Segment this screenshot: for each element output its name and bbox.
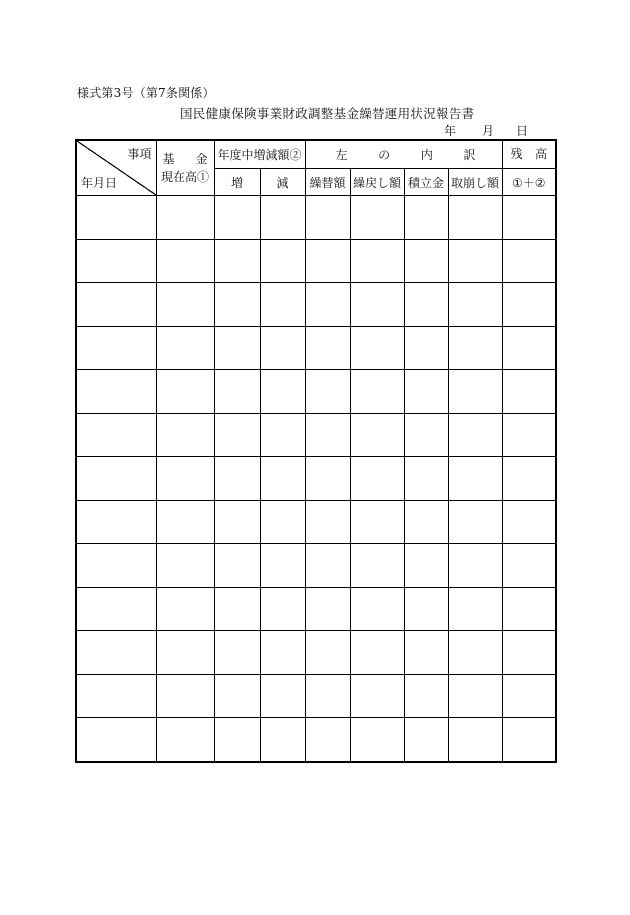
- cell-date[interactable]: [76, 239, 156, 283]
- header-breakdown-char-1: 左: [335, 148, 348, 162]
- cell-decrease[interactable]: [260, 239, 305, 283]
- cell-fund-balance[interactable]: [156, 674, 214, 718]
- cell-increase[interactable]: [214, 370, 260, 414]
- cell-withdrawal[interactable]: [448, 370, 502, 414]
- cell-date[interactable]: [76, 326, 156, 370]
- cell-reserve[interactable]: [404, 326, 448, 370]
- cell-return[interactable]: [350, 239, 404, 283]
- cell-fund-balance[interactable]: [156, 631, 214, 675]
- cell-increase[interactable]: [214, 283, 260, 327]
- cell-withdrawal[interactable]: [448, 457, 502, 501]
- cell-reserve[interactable]: [404, 239, 448, 283]
- cell-reserve[interactable]: [404, 674, 448, 718]
- header-fund-char-2: 金: [195, 152, 208, 166]
- cell-reserve[interactable]: [404, 718, 448, 762]
- header-date-label: 年月日: [81, 176, 118, 190]
- cell-balance[interactable]: [502, 283, 556, 327]
- cell-date[interactable]: [76, 674, 156, 718]
- cell-increase[interactable]: [214, 631, 260, 675]
- cell-date[interactable]: [76, 544, 156, 588]
- cell-withdrawal[interactable]: [448, 587, 502, 631]
- cell-increase[interactable]: [214, 196, 260, 240]
- date-month-label: 月: [482, 124, 495, 138]
- table-row: [76, 587, 556, 631]
- header-decrease: 減: [260, 169, 305, 196]
- cell-increase[interactable]: [214, 413, 260, 457]
- header-fund-char-1: 基: [162, 152, 175, 166]
- cell-reserve[interactable]: [404, 457, 448, 501]
- cell-increase[interactable]: [214, 239, 260, 283]
- cell-return[interactable]: [350, 500, 404, 544]
- header-increase: 増: [214, 169, 260, 196]
- cell-fund-balance[interactable]: [156, 587, 214, 631]
- cell-date[interactable]: [76, 587, 156, 631]
- cell-reserve[interactable]: [404, 283, 448, 327]
- cell-transfer[interactable]: [305, 500, 350, 544]
- cell-transfer[interactable]: [305, 718, 350, 762]
- cell-transfer[interactable]: [305, 587, 350, 631]
- header-fund-line2: 現在高①: [160, 170, 209, 184]
- cell-decrease[interactable]: [260, 370, 305, 414]
- cell-transfer[interactable]: [305, 674, 350, 718]
- cell-withdrawal[interactable]: [448, 718, 502, 762]
- cell-fund-balance[interactable]: [156, 239, 214, 283]
- table-row: [76, 457, 556, 501]
- table-row: [76, 718, 556, 762]
- cell-increase[interactable]: [214, 326, 260, 370]
- cell-date[interactable]: [76, 283, 156, 327]
- cell-reserve[interactable]: [404, 631, 448, 675]
- cell-fund-balance[interactable]: [156, 544, 214, 588]
- header-item-label: 事項: [127, 147, 152, 161]
- cell-transfer[interactable]: [305, 631, 350, 675]
- cell-balance[interactable]: [502, 239, 556, 283]
- cell-transfer[interactable]: [305, 413, 350, 457]
- cell-date[interactable]: [76, 500, 156, 544]
- table-row: [76, 370, 556, 414]
- table-row: [76, 283, 556, 327]
- cell-balance[interactable]: [502, 544, 556, 588]
- cell-balance[interactable]: [502, 457, 556, 501]
- table-row: [76, 239, 556, 283]
- cell-transfer[interactable]: [305, 326, 350, 370]
- cell-reserve[interactable]: [404, 196, 448, 240]
- cell-withdrawal[interactable]: [448, 631, 502, 675]
- cell-increase[interactable]: [214, 457, 260, 501]
- cell-increase[interactable]: [214, 718, 260, 762]
- form-number: 様式第3号（第7条関係）: [77, 86, 215, 100]
- cell-balance[interactable]: [502, 718, 556, 762]
- header-breakdown-char-2: の: [378, 148, 391, 162]
- cell-transfer[interactable]: [305, 239, 350, 283]
- cell-increase[interactable]: [214, 500, 260, 544]
- cell-transfer[interactable]: [305, 457, 350, 501]
- cell-fund-balance[interactable]: [156, 370, 214, 414]
- header-balance-formula: ①＋②: [502, 169, 556, 196]
- cell-date[interactable]: [76, 196, 156, 240]
- header-withdrawal: 取崩し額: [448, 169, 502, 196]
- cell-balance[interactable]: [502, 370, 556, 414]
- cell-return[interactable]: [350, 283, 404, 327]
- cell-withdrawal[interactable]: [448, 413, 502, 457]
- cell-fund-balance[interactable]: [156, 718, 214, 762]
- cell-reserve[interactable]: [404, 413, 448, 457]
- cell-return[interactable]: [350, 587, 404, 631]
- cell-balance[interactable]: [502, 326, 556, 370]
- header-change: 年度中増減額②: [214, 140, 305, 169]
- cell-decrease[interactable]: [260, 283, 305, 327]
- cell-balance[interactable]: [502, 196, 556, 240]
- cell-transfer[interactable]: [305, 370, 350, 414]
- cell-balance[interactable]: [502, 413, 556, 457]
- header-breakdown-char-3: 内: [420, 148, 433, 162]
- header-balance-char-1: 残: [510, 147, 523, 161]
- cell-date[interactable]: [76, 370, 156, 414]
- header-return: 繰戻し額: [350, 169, 404, 196]
- header-breakdown-char-4: 訳: [463, 148, 476, 162]
- date-day-label: 日: [516, 124, 529, 138]
- cell-withdrawal[interactable]: [448, 196, 502, 240]
- date-year-label: 年: [444, 124, 457, 138]
- cell-withdrawal[interactable]: [448, 239, 502, 283]
- table-row: [76, 413, 556, 457]
- cell-return[interactable]: [350, 326, 404, 370]
- header-reserve: 積立金: [404, 169, 448, 196]
- cell-decrease[interactable]: [260, 326, 305, 370]
- cell-increase[interactable]: [214, 587, 260, 631]
- header-breakdown: [305, 140, 502, 169]
- cell-reserve[interactable]: [404, 370, 448, 414]
- page-title: 国民健康保険事業財政調整基金繰替運用状況報告書: [180, 106, 475, 121]
- cell-return[interactable]: [350, 370, 404, 414]
- cell-balance[interactable]: [502, 631, 556, 675]
- cell-withdrawal[interactable]: [448, 283, 502, 327]
- cell-fund-balance[interactable]: [156, 413, 214, 457]
- cell-withdrawal[interactable]: [448, 544, 502, 588]
- header-balance: [502, 140, 556, 169]
- cell-transfer[interactable]: [305, 544, 350, 588]
- cell-decrease[interactable]: [260, 500, 305, 544]
- cell-decrease[interactable]: [260, 196, 305, 240]
- table-row: [76, 674, 556, 718]
- cell-decrease[interactable]: [260, 587, 305, 631]
- cell-reserve[interactable]: [404, 500, 448, 544]
- cell-withdrawal[interactable]: [448, 674, 502, 718]
- cell-date[interactable]: [76, 457, 156, 501]
- header-item-date-cell: [76, 140, 156, 196]
- cell-decrease[interactable]: [260, 457, 305, 501]
- cell-decrease[interactable]: [260, 413, 305, 457]
- cell-return[interactable]: [350, 631, 404, 675]
- cell-decrease[interactable]: [260, 544, 305, 588]
- cell-date[interactable]: [76, 631, 156, 675]
- table-row: [76, 326, 556, 370]
- cell-return[interactable]: [350, 413, 404, 457]
- cell-return[interactable]: [350, 457, 404, 501]
- cell-withdrawal[interactable]: [448, 326, 502, 370]
- table-row: [76, 196, 556, 240]
- cell-balance[interactable]: [502, 674, 556, 718]
- report-table: [75, 139, 557, 763]
- cell-reserve[interactable]: [404, 587, 448, 631]
- cell-fund-balance[interactable]: [156, 457, 214, 501]
- cell-increase[interactable]: [214, 544, 260, 588]
- cell-reserve[interactable]: [404, 544, 448, 588]
- header-fund-balance: [156, 140, 214, 196]
- cell-return[interactable]: [350, 544, 404, 588]
- cell-transfer[interactable]: [305, 283, 350, 327]
- header-balance-char-2: 高: [535, 147, 548, 161]
- cell-balance[interactable]: [502, 500, 556, 544]
- cell-transfer[interactable]: [305, 196, 350, 240]
- table-row: [76, 500, 556, 544]
- cell-return[interactable]: [350, 196, 404, 240]
- cell-decrease[interactable]: [260, 631, 305, 675]
- cell-fund-balance[interactable]: [156, 500, 214, 544]
- cell-fund-balance[interactable]: [156, 196, 214, 240]
- cell-withdrawal[interactable]: [448, 500, 502, 544]
- cell-date[interactable]: [76, 718, 156, 762]
- cell-increase[interactable]: [214, 674, 260, 718]
- cell-return[interactable]: [350, 718, 404, 762]
- header-transfer: 繰替額: [305, 169, 350, 196]
- table-row: [76, 544, 556, 588]
- cell-decrease[interactable]: [260, 718, 305, 762]
- cell-balance[interactable]: [502, 587, 556, 631]
- cell-return[interactable]: [350, 674, 404, 718]
- cell-fund-balance[interactable]: [156, 326, 214, 370]
- cell-decrease[interactable]: [260, 674, 305, 718]
- cell-fund-balance[interactable]: [156, 283, 214, 327]
- cell-date[interactable]: [76, 413, 156, 457]
- table-row: [76, 631, 556, 675]
